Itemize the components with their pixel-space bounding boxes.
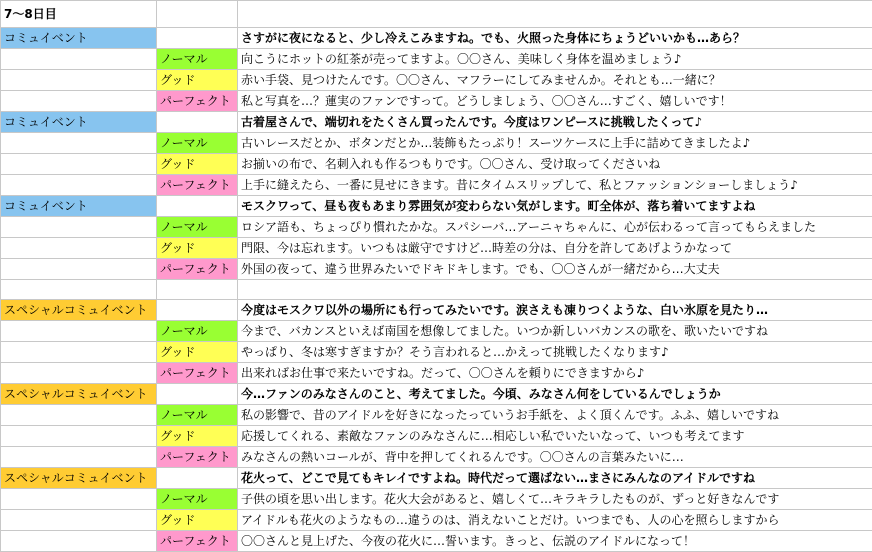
- level-label-perfect[interactable]: パーフェクト: [157, 447, 238, 468]
- event-category-cell[interactable]: コミュイベント: [1, 28, 157, 49]
- response-text-good[interactable]: やっぱり、冬は寒すぎますか？そう言われると…かえって挑戦したくなります♪: [238, 342, 872, 363]
- response-row-good: [1, 342, 872, 363]
- response-row-normal: [1, 49, 872, 70]
- response-text-normal[interactable]: 私の影響で、昔のアイドルを好きになったっていうお手紙を、よく頂くんです。ふふ、嬉しいですね: [238, 405, 872, 426]
- event-header-text[interactable]: 花火って、どこで見てもキレイですよね。時代だって選ばない…まさにみんなのアイドルですね: [238, 468, 872, 489]
- event-category-cell[interactable]: コミュイベント: [1, 112, 157, 133]
- empty-cell[interactable]: [1, 217, 157, 238]
- event-category-cell[interactable]: スペシャルコミュイベント: [1, 468, 157, 489]
- response-row-perfect: [1, 363, 872, 384]
- response-text-normal[interactable]: 今まで、バカンスといえば南国を想像してました。いつか新しいバカンスの歌を、歌いたいですね: [238, 321, 872, 342]
- response-text-perfect[interactable]: 外国の夜って、違う世界みたいでドキドキします。でも、〇〇さんが一緒だから…大丈夫: [238, 259, 872, 280]
- event-header-row: [1, 112, 872, 133]
- spacer-row: [1, 280, 872, 300]
- response-text-good[interactable]: アイドルも花火のようなもの…違うのは、消えないことだけ。いつまでも、人の心を照らしますから: [238, 510, 872, 531]
- empty-cell[interactable]: [157, 300, 238, 321]
- empty-cell[interactable]: [157, 196, 238, 217]
- level-label-good[interactable]: グッド: [157, 510, 238, 531]
- empty-cell[interactable]: [1, 133, 157, 154]
- empty-cell[interactable]: [1, 154, 157, 175]
- response-text-normal[interactable]: 古いレースだとか、ボタンだとか…装飾もたっぷり！スーツケースに上手に詰めてきましたよ♪: [238, 133, 872, 154]
- response-row-normal: [1, 217, 872, 238]
- level-label-normal[interactable]: ノーマル: [157, 321, 238, 342]
- empty-cell[interactable]: [157, 28, 238, 49]
- empty-cell[interactable]: [1, 280, 157, 300]
- response-row-normal: [1, 133, 872, 154]
- response-text-normal[interactable]: 子供の頃を思い出します。花火大会があると、嬉しくて…キラキラしたものが、ずっと好きなんです: [238, 489, 872, 510]
- response-text-normal[interactable]: ロシア語も、ちょっぴり慣れたかな。スパシーバ…アーニャちゃんに、心が伝わるって言ってもらえました: [238, 217, 872, 238]
- event-header-row: [1, 384, 872, 405]
- response-text-normal[interactable]: 向こうにホットの紅茶が売ってますよ。〇〇さん、美味しく身体を温めましょう♪: [238, 49, 872, 70]
- response-row-perfect: [1, 447, 872, 468]
- event-header-row: [1, 468, 872, 489]
- title-row: [1, 1, 872, 28]
- response-row-good: [1, 70, 872, 91]
- event-category-cell[interactable]: コミュイベント: [1, 196, 157, 217]
- empty-cell[interactable]: [157, 468, 238, 489]
- empty-cell[interactable]: [157, 280, 238, 300]
- level-label-good[interactable]: グッド: [157, 238, 238, 259]
- level-label-normal[interactable]: ノーマル: [157, 133, 238, 154]
- event-category-cell[interactable]: スペシャルコミュイベント: [1, 384, 157, 405]
- response-row-good: [1, 510, 872, 531]
- response-row-normal: [1, 489, 872, 510]
- event-header-text[interactable]: 古着屋さんで、端切れをたくさん買ったんです。今度はワンピースに挑戦したくって♪: [238, 112, 872, 133]
- empty-cell[interactable]: [1, 321, 157, 342]
- level-label-perfect[interactable]: パーフェクト: [157, 175, 238, 196]
- empty-cell[interactable]: [157, 1, 238, 28]
- response-text-good[interactable]: 応援してくれる、素敵なファンのみなさんに…相応しい私でいたいなって、いつも考えてます: [238, 426, 872, 447]
- response-text-good[interactable]: 門限、今は忘れます。いつもは厳守ですけど…時差の分は、自分を許してあげようかなって: [238, 238, 872, 259]
- response-row-good: [1, 238, 872, 259]
- response-text-good[interactable]: 赤い手袋、見つけたんです。〇〇さん、マフラーにしてみませんか。それとも…一緒に？: [238, 70, 872, 91]
- empty-cell[interactable]: [157, 384, 238, 405]
- response-text-perfect[interactable]: 〇〇さんと見上げた、今夜の花火に…誓います。きっと、伝説のアイドルになって！: [238, 531, 872, 552]
- response-text-perfect[interactable]: 出来ればお仕事で来たいですね。だって、〇〇さんを頼りにできますから♪: [238, 363, 872, 384]
- event-header-text[interactable]: 今度はモスクワ以外の場所にも行ってみたいです。涙さえも凍りつくような、白い氷原を見たり…: [238, 300, 872, 321]
- empty-cell[interactable]: [238, 280, 872, 300]
- level-label-normal[interactable]: ノーマル: [157, 405, 238, 426]
- empty-cell[interactable]: [1, 259, 157, 280]
- empty-cell[interactable]: [238, 1, 872, 28]
- level-label-normal[interactable]: ノーマル: [157, 217, 238, 238]
- empty-cell[interactable]: [1, 70, 157, 91]
- response-row-normal: [1, 405, 872, 426]
- level-label-perfect[interactable]: パーフェクト: [157, 531, 238, 552]
- event-category-cell[interactable]: スペシャルコミュイベント: [1, 300, 157, 321]
- empty-cell[interactable]: [157, 112, 238, 133]
- level-label-perfect[interactable]: パーフェクト: [157, 91, 238, 112]
- response-text-perfect[interactable]: みなさんの熱いコールが、背中を押してくれるんです。〇〇さんの言葉みたいに…: [238, 447, 872, 468]
- response-text-perfect[interactable]: 私と写真を…？蓮実のファンですって。どうしましょう、〇〇さん…すごく、嬉しいです！: [238, 91, 872, 112]
- empty-cell[interactable]: [1, 49, 157, 70]
- empty-cell[interactable]: [1, 426, 157, 447]
- empty-cell[interactable]: [1, 342, 157, 363]
- level-label-perfect[interactable]: パーフェクト: [157, 363, 238, 384]
- event-header-text[interactable]: モスクワって、昼も夜もあまり雰囲気が変わらない気がします。町全体が、落ち着いてますよね: [238, 196, 872, 217]
- level-label-normal[interactable]: ノーマル: [157, 49, 238, 70]
- response-row-perfect: [1, 259, 872, 280]
- response-row-perfect: [1, 91, 872, 112]
- empty-cell[interactable]: [1, 238, 157, 259]
- empty-cell[interactable]: [1, 91, 157, 112]
- response-row-perfect: [1, 531, 872, 552]
- event-header-text[interactable]: 今…ファンのみなさんのこと、考えてました。今頃、みなさん何をしているんでしょうか: [238, 384, 872, 405]
- event-header-text[interactable]: さすがに夜になると、少し冷えこみますね。でも、火照った身体にちょうどいいかも…あら？: [238, 28, 872, 49]
- level-label-good[interactable]: グッド: [157, 342, 238, 363]
- level-label-good[interactable]: グッド: [157, 426, 238, 447]
- empty-cell[interactable]: [1, 363, 157, 384]
- response-row-perfect: [1, 175, 872, 196]
- event-header-row: [1, 28, 872, 49]
- empty-cell[interactable]: [1, 175, 157, 196]
- level-label-perfect[interactable]: パーフェクト: [157, 259, 238, 280]
- empty-cell[interactable]: [1, 510, 157, 531]
- sheet-title[interactable]: 7～8日目: [1, 1, 157, 28]
- event-header-row: [1, 300, 872, 321]
- response-row-normal: [1, 321, 872, 342]
- empty-cell[interactable]: [1, 405, 157, 426]
- response-text-good[interactable]: お揃いの布で、名刺入れも作るつもりです。〇〇さん、受け取ってくださいね: [238, 154, 872, 175]
- empty-cell[interactable]: [1, 447, 157, 468]
- empty-cell[interactable]: [1, 531, 157, 552]
- level-label-good[interactable]: グッド: [157, 154, 238, 175]
- response-row-good: [1, 426, 872, 447]
- level-label-good[interactable]: グッド: [157, 70, 238, 91]
- response-row-good: [1, 154, 872, 175]
- event-header-row: [1, 196, 872, 217]
- level-label-normal[interactable]: ノーマル: [157, 489, 238, 510]
- response-text-perfect[interactable]: 上手に縫えたら、一番に見せにきます。昔にタイムスリップして、私とファッションショーしましょう♪: [238, 175, 872, 196]
- empty-cell[interactable]: [1, 489, 157, 510]
